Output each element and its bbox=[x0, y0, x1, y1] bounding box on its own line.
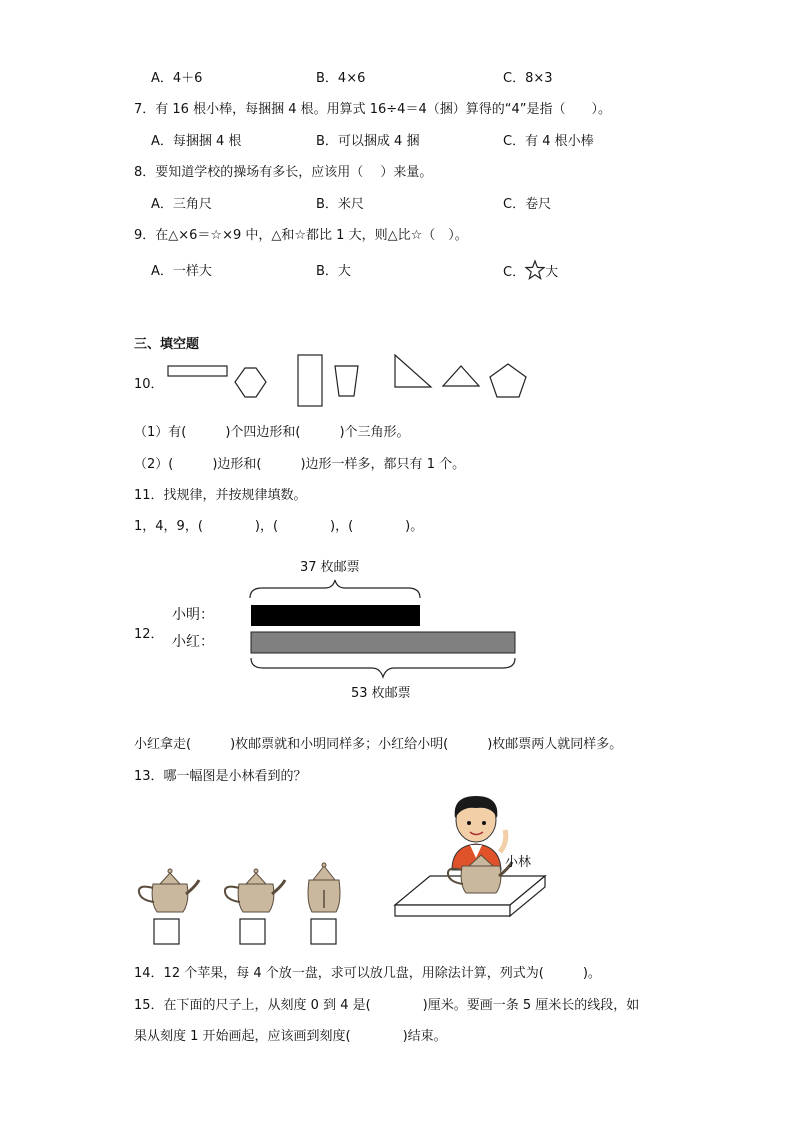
q12-question: 小红拿走( )枚邮票就和小明同样多；小红给小明( )枚邮票两人就同样多。 bbox=[134, 737, 623, 752]
q6-option-c: C．8×3 bbox=[503, 71, 553, 86]
q7-option-a: A．每捆捆 4 根 bbox=[151, 134, 242, 149]
q9-option-c-suffix: 大 bbox=[545, 265, 559, 280]
teapot-option-c bbox=[308, 863, 340, 912]
q9-option-a: A．一样大 bbox=[151, 264, 212, 279]
q12-number: 12． bbox=[134, 627, 164, 642]
q10-sub1: （1）有( )个四边形和( )个三角形。 bbox=[134, 425, 410, 440]
q9-stem: 9．在△×6＝☆×9 中，△和☆都比 1 大，则△比☆（ ）。 bbox=[134, 228, 468, 243]
q6-option-a: A．4＋6 bbox=[151, 71, 203, 86]
teapot-option-a bbox=[139, 869, 199, 912]
q10-number: 10． bbox=[134, 377, 164, 392]
q8-option-a: A．三角尺 bbox=[151, 197, 212, 212]
q12-name-xiaoming: 小明： bbox=[172, 607, 214, 623]
teapot-option-b bbox=[225, 869, 285, 912]
q8-stem: 8．要知道学校的操场有多长，应该用（ ）来量。 bbox=[134, 165, 433, 180]
q7-stem: 7．有 16 根小棒，每捆捆 4 根。用算式 16÷4＝4（捆）算得的“4”是指（ ）。 bbox=[134, 102, 611, 117]
q7-option-c: C．有 4 根小棒 bbox=[503, 134, 594, 149]
q14-stem: 14．12 个苹果，每 4 个放一盘，求可以放几盘，用除法计算，列式为( )。 bbox=[134, 966, 601, 981]
q15-line2: 果从刻度 1 开始画起，应该画到刻度( )结束。 bbox=[134, 1029, 447, 1044]
answer-box-c bbox=[311, 919, 336, 944]
q6-option-b: B．4×6 bbox=[316, 71, 366, 86]
q11-sequence: 1，4，9，( )，( )，( )。 bbox=[134, 519, 424, 534]
q12-bottom-label: 53 枚邮票 bbox=[351, 686, 411, 701]
q12-top-label: 37 枚邮票 bbox=[300, 560, 360, 575]
q7-option-b: B．可以捆成 4 捆 bbox=[316, 134, 420, 149]
table-front bbox=[395, 905, 510, 916]
q11-stem: 11．找规律，并按规律填数。 bbox=[134, 488, 307, 503]
answer-box-a bbox=[154, 919, 179, 944]
q8-option-b: B．米尺 bbox=[316, 197, 364, 212]
q13-stem: 13．哪一幅图是小林看到的？ bbox=[134, 769, 307, 784]
q15-line1: 15．在下面的尺子上，从刻度 0 到 4 是( )厘米。要画一条 5 厘米长的线段，如 bbox=[134, 998, 640, 1013]
q12-name-xiaohong: 小红： bbox=[172, 634, 214, 650]
q9-option-c-prefix: C． bbox=[503, 265, 526, 280]
q10-sub2: （2）( )边形和( )边形一样多，都只有 1 个。 bbox=[134, 457, 466, 472]
q13-person-label: 小林 bbox=[505, 855, 532, 870]
answer-box-b bbox=[240, 919, 265, 944]
q8-option-c: C．卷尺 bbox=[503, 197, 552, 212]
section-title: 三、填空题 bbox=[134, 337, 200, 352]
q9-option-b: B．大 bbox=[316, 264, 351, 279]
